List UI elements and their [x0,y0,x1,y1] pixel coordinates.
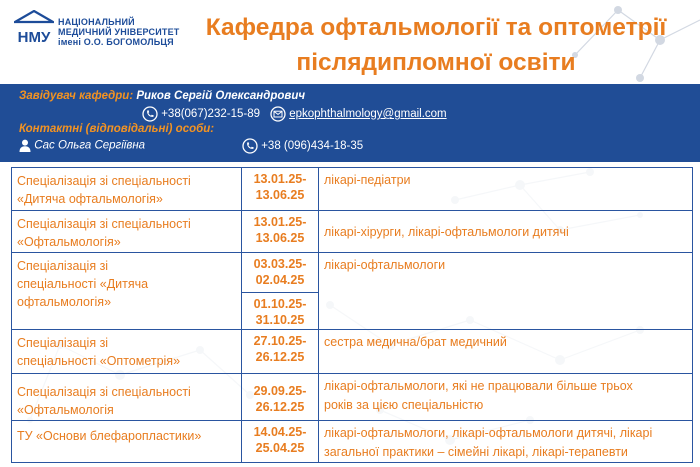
course-audience-line: загальної практики – сімейні лікарі, лікарі-терапевти [324,445,628,459]
person-icon [19,139,31,152]
course-name-line: спеціальності «Оптометрія» [17,354,181,368]
contact-phone-row [242,138,363,154]
course-name-line: Спеціалізація зі спеціальності [17,217,191,231]
contact-persons-label: Контактні (відповідальні) особи: [19,123,215,135]
course-date-end: 02.04.25 [255,273,305,287]
course-dates-cell [242,421,319,463]
course-audience-cell [319,253,693,330]
head-name: Риков Сергій Олександрович [136,90,306,102]
university-name-line2: МЕДИЧНИЙ УНІВЕРСИТЕТ [58,27,180,37]
university-emblem-icon [14,10,54,52]
course-audience-line: лікарі-педіатри [324,173,411,187]
head-phone-row [142,106,260,122]
course-name-cell [12,421,242,463]
logo-abbr: НМУ [17,29,51,46]
phone-icon [142,106,158,122]
table-row [12,421,693,463]
head-phone[interactable]: +38(067)232-15-89 [161,108,260,121]
table-row [12,253,693,293]
course-name-cell [12,168,242,211]
page-title-line2: післядипломної освіти [296,49,576,76]
email-icon [270,106,286,122]
course-name-cell [12,330,242,374]
university-name-line1: НАЦІОНАЛЬНИЙ [58,17,135,27]
course-date-end: 26.12.25 [255,400,305,414]
contact-person-name: Сас Ольга Сергіївна [34,139,146,152]
page-title [186,10,686,80]
table-row [12,211,693,253]
university-name-line3: імені О.О. БОГОМОЛЬЦЯ [58,37,174,47]
email-link[interactable]: epkophthalmology@gmail.com [289,108,447,121]
contacts-panel [0,84,700,162]
course-dates-cell [242,330,319,374]
table-row [12,374,693,421]
course-name-line: спеціальності «Дитяча [17,277,149,291]
course-name-line: Спеціалізація зі [17,336,109,350]
phone-icon [242,138,258,154]
course-audience-cell [319,374,693,421]
course-name-line: Спеціалізація зі спеціальності [17,385,191,399]
course-date-start: 14.04.25- [253,425,307,439]
university-logo [14,10,214,52]
course-name-line: «Офтальмологія [17,403,114,417]
course-audience-line: лікарі-офтальмологи [324,258,446,272]
course-date-end: 13.06.25 [255,188,305,202]
course-name-line: «Дитяча офтальмологія» [17,192,163,206]
course-date-end: 26.12.25 [255,350,305,364]
course-name-line: «Офтальмологія» [17,235,121,249]
course-name-line: Спеціалізація зі [17,259,109,273]
head-label: Завідувач кафедри: [19,90,134,102]
course-audience-cell [319,421,693,463]
course-date-start: 27.10.25- [253,334,307,348]
contact-person-row [19,139,145,152]
university-name [58,17,180,47]
course-dates-cell [242,211,319,253]
course-date-end: 31.10.25 [255,313,305,327]
course-name-cell [12,211,242,253]
course-date-end: 25.04.25 [255,441,305,455]
email-row [270,106,447,122]
course-name-cell [12,374,242,421]
course-date-start: 13.01.25- [253,215,307,229]
course-name-line: офтальмологія» [17,295,112,309]
contact-persons-label-row [19,123,214,135]
course-date-end: 13.06.25 [255,231,305,245]
course-date-start: 03.03.25- [253,257,307,271]
course-dates-cell [242,293,319,330]
course-audience-cell [319,330,693,374]
course-date-start: 29.09.25- [253,384,307,398]
course-name-cell [12,253,242,330]
course-audience-line: сестра медична/брат медичний [324,335,507,349]
course-audience-line: лікарі-офтальмологи, які не працювали більше трьох [324,379,633,393]
course-name-line: Спеціалізація зі спеціальності [17,174,191,188]
course-audience-line: лікарі-офтальмологи, лікарі-офтальмологи дитячі, лікарі [324,426,653,440]
course-audience-cell [319,168,693,211]
course-date-start: 01.10.25- [253,297,307,311]
course-date-start: 13.01.25- [253,172,307,186]
course-audience-line: лікарі-хірурги, лікарі-офтальмологи дитячі [324,225,569,239]
table-row [12,330,693,374]
courses-table [11,167,693,463]
contact-phone[interactable]: +38 (096)434-18-35 [261,140,364,153]
head-of-department-row [19,90,305,102]
course-dates-cell [242,253,319,293]
course-audience-cell [319,211,693,253]
course-audience-line: років за цією спеціальністю [324,398,484,412]
table-row [12,168,693,211]
course-dates-cell [242,374,319,421]
page-title-line1: Кафедра офтальмології та оптометрії [205,14,667,41]
course-name-line: ТУ «Основи блефаропластики» [17,429,202,443]
course-dates-cell [242,168,319,211]
